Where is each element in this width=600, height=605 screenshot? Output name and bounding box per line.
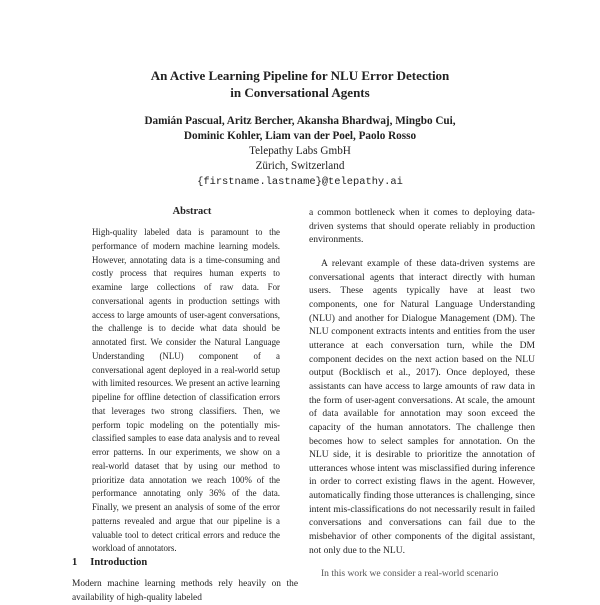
title-line-2: in Conversational Agents <box>230 85 370 100</box>
authors-line-2: Dominic Kohler, Liam van der Poel, Paolo Rosso <box>183 130 417 142</box>
paragraph-this-work: In this work we consider a real-world scenario <box>321 568 499 580</box>
section-heading-introduction <box>72 557 147 568</box>
email: {firstname.lastname}@telepathy.ai <box>197 176 403 188</box>
paragraph-continued: a common bottleneck when it comes to deploying data-driven systems that should operate reliably in production environments. <box>309 207 535 246</box>
affiliation-block <box>40 144 560 190</box>
author-list <box>40 114 560 144</box>
affiliation: Telepathy Labs GmbH <box>249 145 351 157</box>
title-line-1: An Active Learning Pipeline for NLU Error Detection <box>150 68 450 83</box>
right-column <box>309 206 535 581</box>
abstract-text: High-quality labeled data is paramount to the performance of modern machine learning models. However, annotating data is a time-consuming and costly process that requires human experts to examine large collections of raw data. For conversational agents in production settings with access to large amounts of user-agent conversations, the challenge is to decide what data should be annotated first. We consider the Natural Language Understanding (NLU) component of a conversational agent deployed in a real-world setup with limited resources. We present an active learning pipeline for offline detection of classification errors that leverages two strong classifiers. Then, we perform topic modeling on the potentially mis-classified samples to ease data analysis and to reveal error patterns. In our experiments, we show on a real-world dataset that by using our method to prioritize data annotation we reach 100% of the performance annotating only 36% of the data. Finally, we present an analysis of some of the error patterns revealed and argue that our pipeline is a valuable tool to detect critical errors and reduce the workload of annotators. <box>92 227 280 554</box>
abstract-heading: Abstract <box>172 206 212 217</box>
introduction-text: Modern machine learning methods rely heavily on the availability of high-quality labeled <box>72 579 298 603</box>
paragraph-conversational-agents: A relevant example of these data-driven systems are conversational agents that interact directly with human users. These agents typically have at least two components, one for Natural Language Understanding (NLU) and another for Dialogue Management (DM). The NLU component extracts intents and entities from the user utterance at each conversation turn, while the DM component decides on the next action based on the NLU output (Bocklisch et al., 2017). Once deployed, these assistants can have access to large amounts of raw data in the form of user-agent conversations. At scale, the amount of data available for annotation may soon exceed the capacity of the human annotators. The challenge then becomes how to select samples for annotation. On the NLU side, it is desirable to prioritize the annotation of utterances whose intent was misclassified during inference in order to correct existing flaws in the agent. However, automatically finding those utterances is challenging, since intent mis-classifications do not necessarily result in failed conversations and conversations can fail due to the misbehavior of other components of the digital assistant, not only due to the NLU. <box>309 257 535 556</box>
paper-title <box>40 67 560 101</box>
section-number: 1 <box>72 557 78 568</box>
location: Zürich, Switzerland <box>255 160 345 172</box>
authors-line-1: Damián Pascual, Aritz Bercher, Akansha Bhardwaj, Mingbo Cui, <box>144 115 456 127</box>
section-title: Introduction <box>90 557 148 568</box>
